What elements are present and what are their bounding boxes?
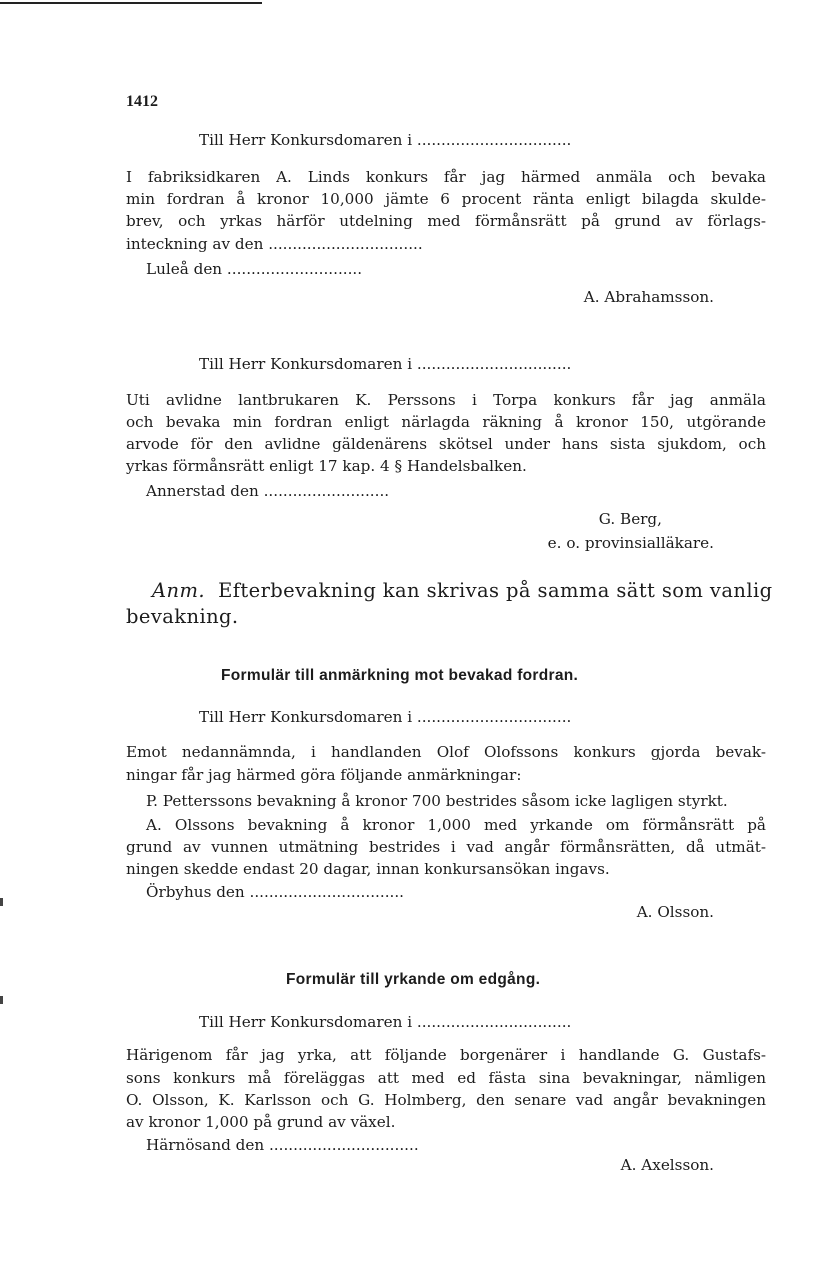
form1-text-line: I fabriksidkaren A. Linds konkurs får jag härmed anmäla och bevaka: [126, 168, 766, 186]
form2-text-line: arvode för den avlidne gäldenärens skötsel under hans sista sjukdom, och: [126, 435, 766, 453]
form1-text-line: min fordran å kronor 10,000 jämte 6 procent ränta enligt bilagda skulde-: [126, 190, 766, 208]
form1-signature: A. Abrahamsson.: [583, 288, 714, 306]
form3-item-2-last-line: ningen skedde endast 20 dagar, innan konkursansökan ingavs.: [126, 860, 610, 878]
form3-salutation: Till Herr Konkursdomaren i ................................: [199, 708, 572, 726]
scan-edge-mark: [0, 996, 3, 1004]
note-text-1: Efterbevakning kan skrivas på samma sätt som vanlig: [218, 579, 773, 602]
form1-salutation: Till Herr Konkursdomaren i ................................: [199, 131, 572, 149]
form4-place-date: Härnösand den ...............................: [146, 1136, 419, 1154]
form4-text-last-line: av kronor 1,000 på grund av växel.: [126, 1113, 396, 1131]
form2-text-line: Uti avlidne lantbrukaren K. Perssons i Torpa konkurs får jag anmäla: [126, 391, 766, 409]
form3-item-2-line: A. Olssons bevakning å kronor 1,000 med yrkande om förmånsrätt på: [146, 816, 766, 834]
scan-edge-mark: [0, 898, 3, 906]
form1-text-line: brev, och yrkas härför utdelning med förmånsrätt på grund av förlags-: [126, 212, 766, 230]
form3-text-line: ningar får jag härmed göra följande anmärkningar:: [126, 766, 522, 784]
form4-text-line: O. Olsson, K. Karlsson och G. Holmberg, den senare vad angår bevakningen: [126, 1091, 766, 1109]
form1-place-date: Luleå den ............................: [146, 260, 363, 278]
page-number: 1412: [126, 93, 158, 110]
form2-place-date: Annerstad den ..........................: [146, 482, 390, 500]
form4-text-line: sons konkurs må föreläggas att med ed fästa sina bevakningar, nämligen: [126, 1069, 766, 1087]
form3-place-date: Örbyhus den ................................: [146, 883, 405, 901]
form2-salutation: Till Herr Konkursdomaren i ................................: [199, 355, 572, 373]
form3-signature: A. Olsson.: [636, 903, 714, 921]
form1-text-last-line: inteckning av den ................................: [126, 235, 423, 253]
form2-text-line: och bevaka min fordran enligt närlagda räkning å kronor 150, utgörande: [126, 413, 766, 431]
form4-salutation: Till Herr Konkursdomaren i ................................: [199, 1013, 572, 1031]
form3-item-2-line: grund av vunnen utmätning bestrides i vad angår förmånsrätten, då utmät-: [126, 838, 766, 856]
scan-top-rule: [0, 2, 262, 4]
form3-heading: Formulär till anmärkning mot bevakad fordran.: [221, 667, 579, 684]
form3-text-line: Emot nedannämnda, i handlanden Olof Olofssons konkurs gjorda bevak-: [126, 743, 766, 761]
form4-signature: A. Axelsson.: [620, 1156, 714, 1174]
note-label: Anm.: [152, 579, 205, 602]
form2-signature-title: e. o. provinsialläkare.: [547, 534, 714, 552]
note-line-1: [152, 579, 772, 603]
form2-signature-name: G. Berg,: [598, 510, 662, 528]
form3-item-1: P. Petterssons bevakning å kronor 700 bestrides såsom icke lagligen styrkt.: [146, 792, 728, 810]
note-text-2: bevakning.: [126, 605, 239, 628]
form4-heading: Formulär till yrkande om edgång.: [286, 971, 541, 988]
form4-text-line: Härigenom får jag yrka, att följande borgenärer i handlande G. Gustafs-: [126, 1046, 766, 1064]
form2-text-last-line: yrkas förmånsrätt enligt 17 kap. 4 § Handelsbalken.: [126, 457, 527, 475]
